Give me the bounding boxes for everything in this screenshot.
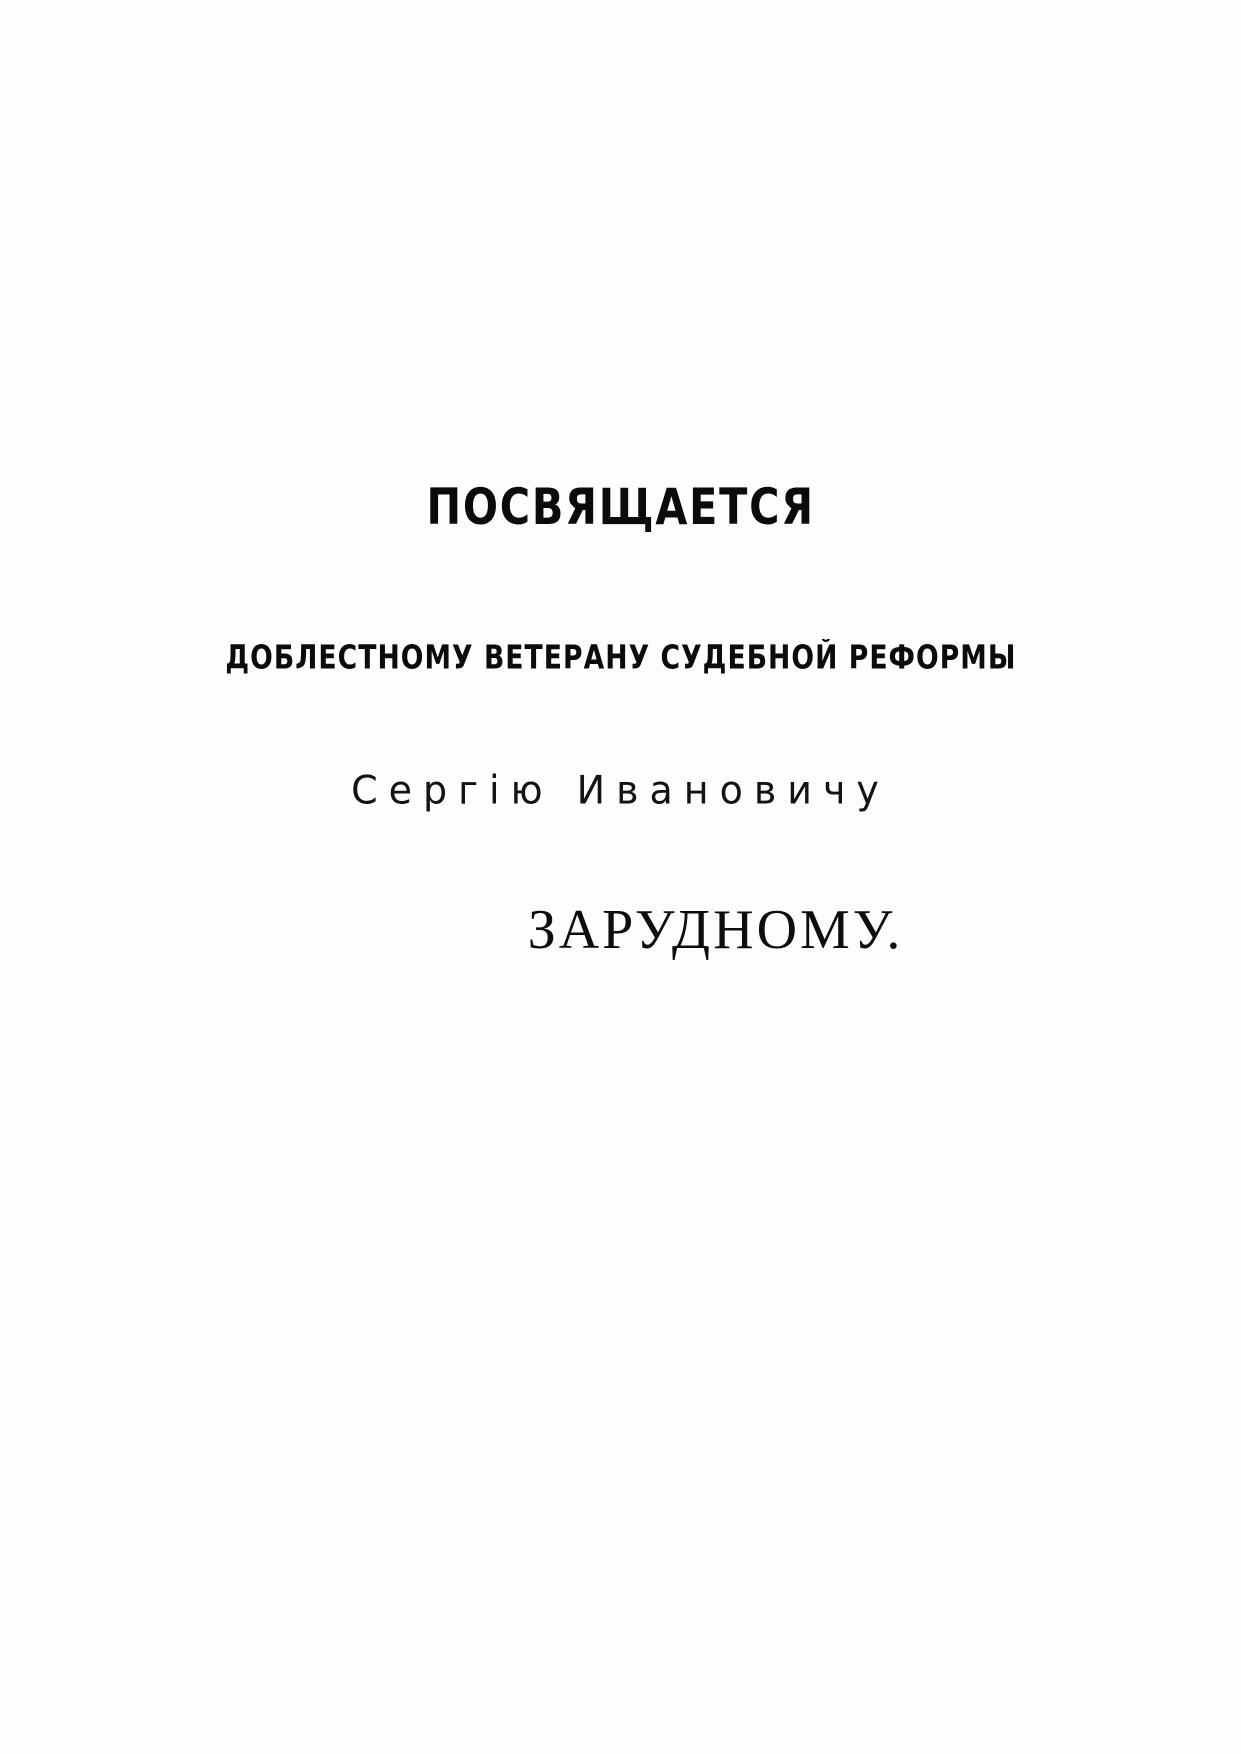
dedication-block [0, 480, 1241, 962]
dedication-subtitle: ДОБЛЕСТНОМУ ВЕТЕРАНУ СУДЕБНОЙ РЕФОРМЫ [224, 639, 1017, 677]
honoree-given-name: Сергiю Ивановичу [351, 767, 890, 813]
dedication-heading: ПОСВЯЩАЕТСЯ [426, 478, 815, 537]
honoree-surname: ЗАРУДНОМУ. [527, 899, 904, 961]
